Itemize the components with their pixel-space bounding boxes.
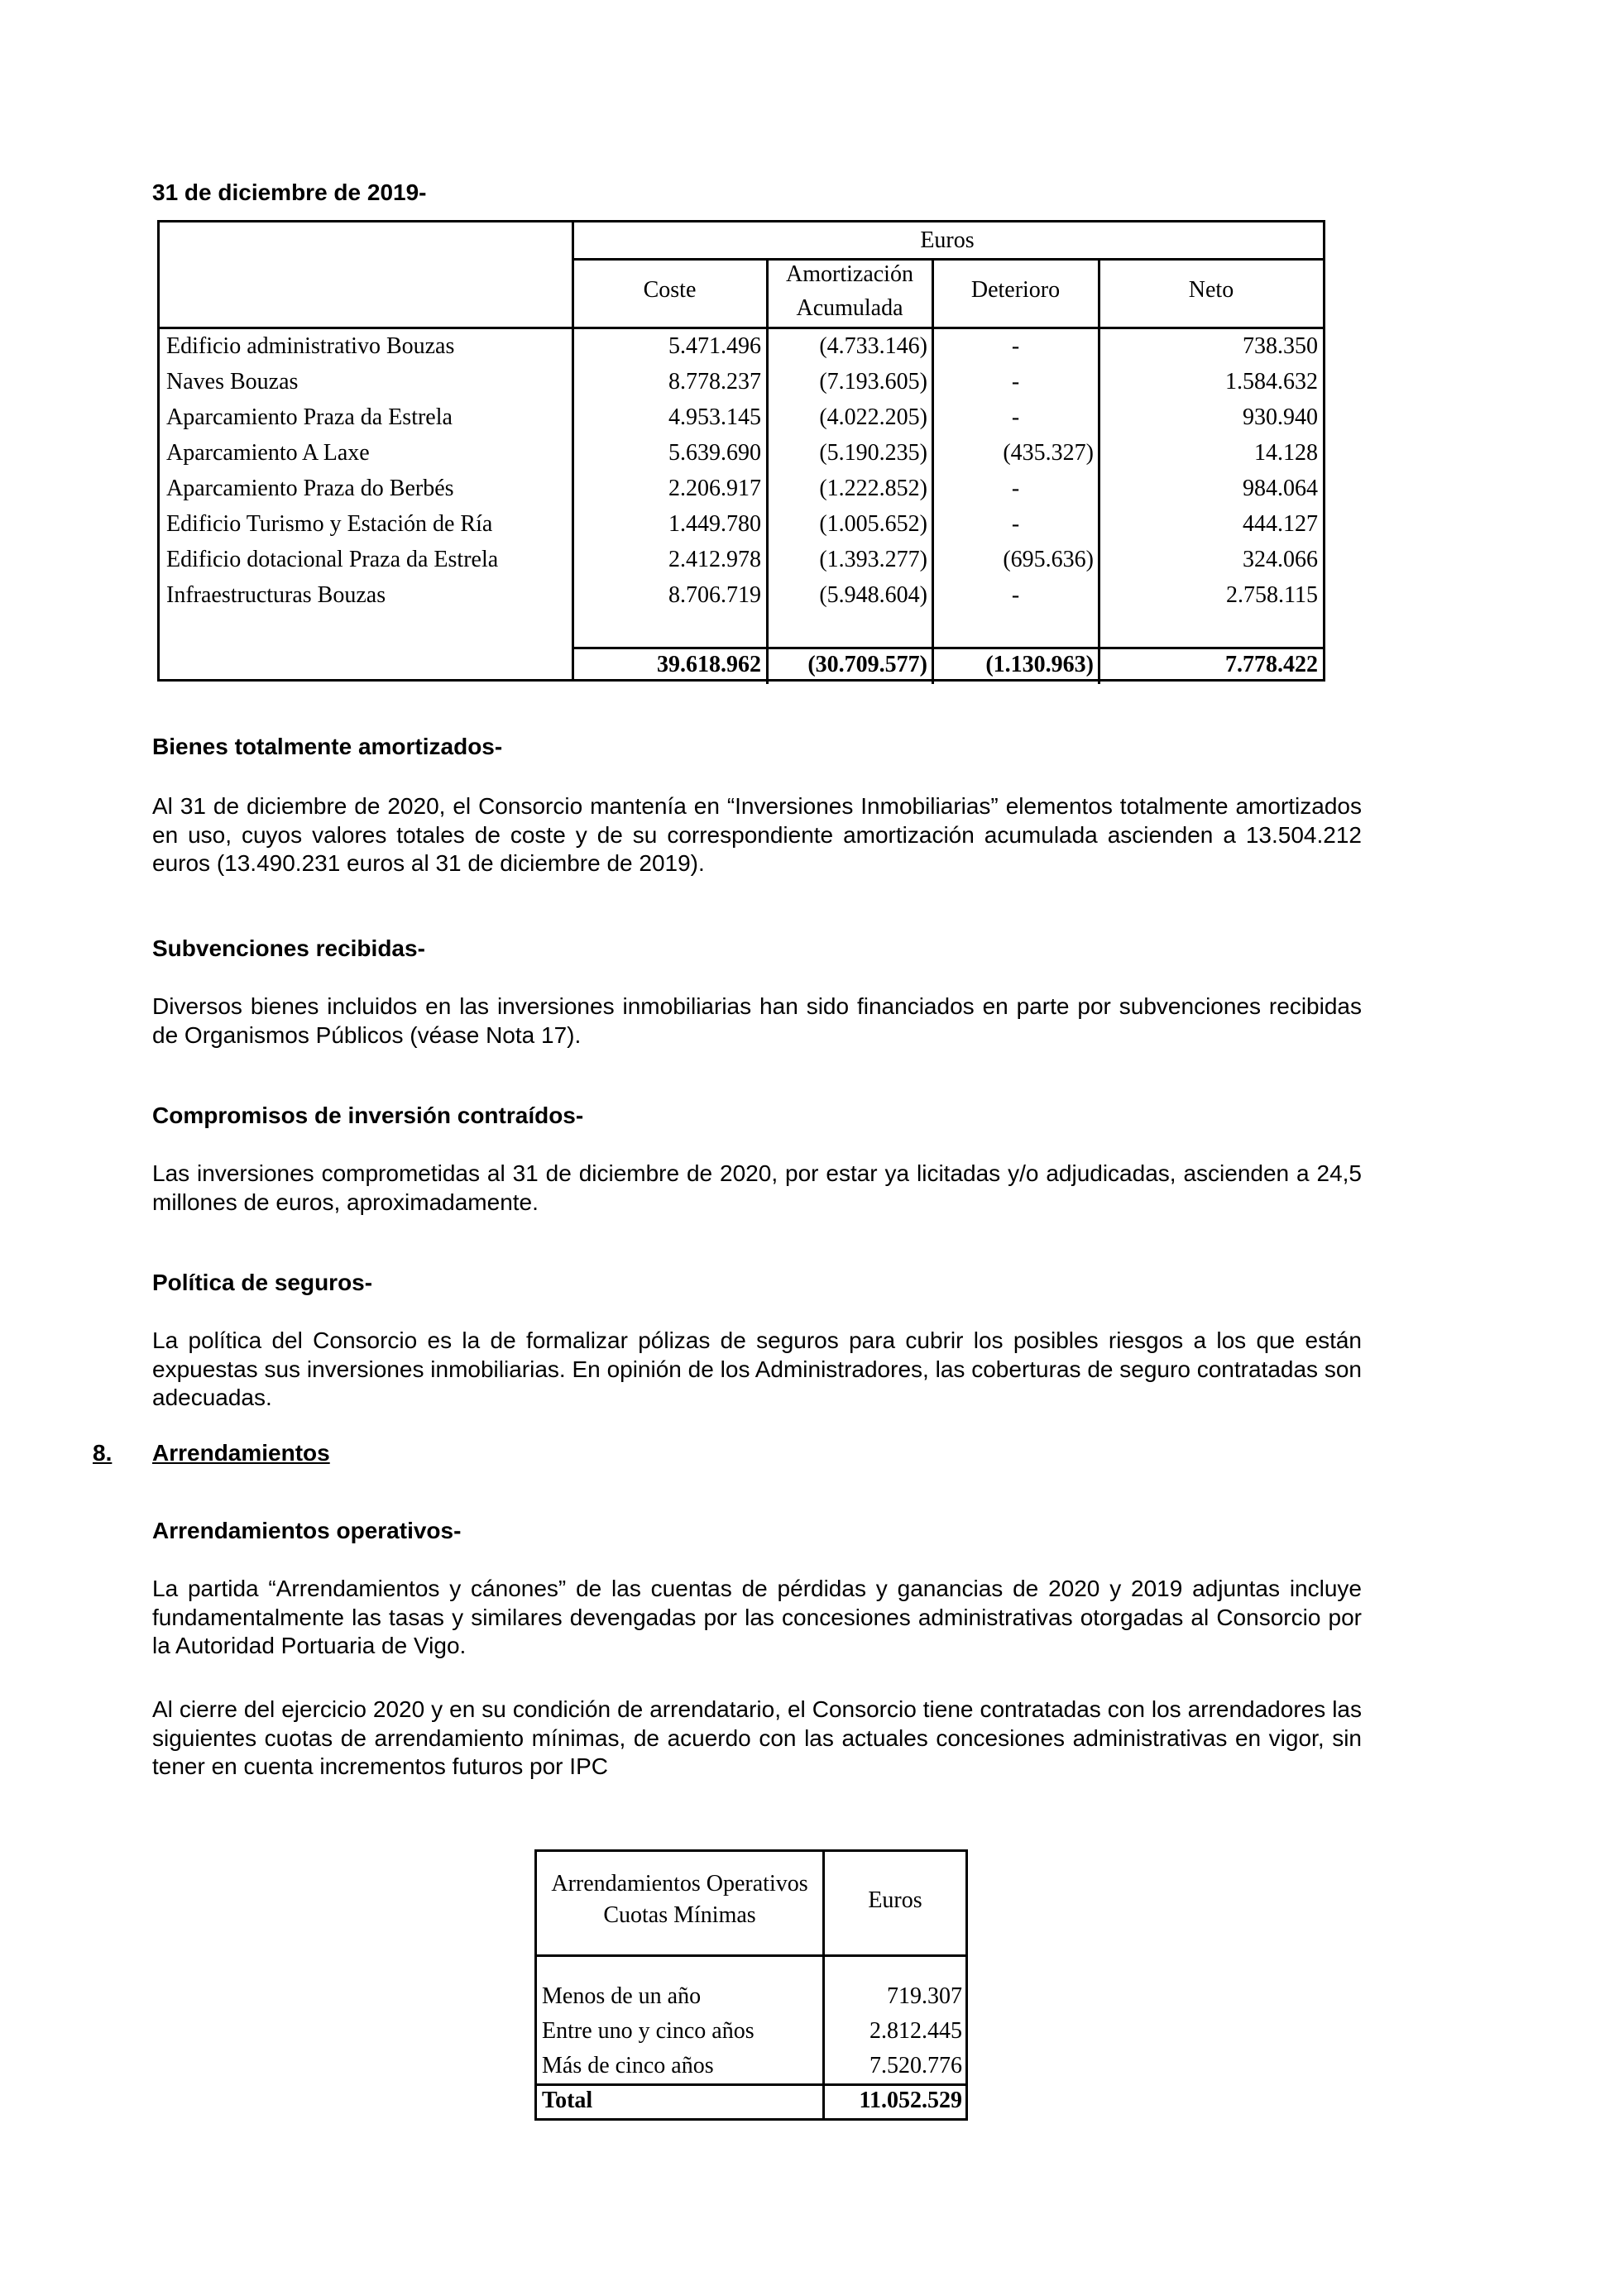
- row-label: Infraestructuras Bouzas: [166, 582, 386, 608]
- row-label: Más de cinco años: [542, 2053, 714, 2078]
- header-euros: Euros: [868, 1887, 922, 1913]
- cell-amortizacion: (4.733.146): [819, 333, 927, 359]
- cell-deterioro: (435.327): [1003, 440, 1094, 466]
- cell-amortizacion: (7.193.605): [819, 369, 927, 395]
- arrendamientos-operativos-heading: Arrendamientos operativos-: [152, 1518, 462, 1543]
- row-label: Naves Bouzas: [166, 369, 299, 395]
- cell-neto: 930.940: [1243, 404, 1318, 430]
- table-divider: [537, 1954, 965, 1957]
- cell-coste: 1.449.780: [668, 511, 761, 537]
- cell-coste: 5.471.496: [668, 333, 761, 359]
- politica-text: La política del Consorcio es la de formalizar pólizas de seguros para cubrir los posibles riesgos a los que están expuestas sus inversiones inmobiliarias. En opinión de los Administradores, las coberturas de seguro contratadas son adecuadas.: [152, 1327, 1362, 1410]
- arrendamientos-text-1: La partida “Arrendamientos y cánones” de las cuentas de pérdidas y ganancias de 2020 y 2019 adjuntas incluye fundamentalmente las tasas y similares devengadas por las concesiones administrativas otorgadas al Consorcio por la Autoridad Portuaria de Vigo.: [152, 1576, 1362, 1658]
- cell-neto: 1.584.632: [1225, 369, 1318, 395]
- row-value: 7.520.776: [869, 2053, 962, 2078]
- cell-coste: 5.639.690: [668, 440, 761, 466]
- cell-coste: 2.206.917: [668, 476, 761, 501]
- cell-neto: 444.127: [1243, 511, 1318, 537]
- total-coste: 39.618.962: [657, 652, 761, 677]
- cell-neto: 984.064: [1243, 476, 1318, 501]
- cell-coste: 2.412.978: [668, 547, 761, 572]
- header-arrendamientos-operativos: Arrendamientos Operativos: [551, 1871, 808, 1897]
- row-label: Menos de un año: [542, 1983, 702, 2009]
- row-label: Aparcamiento Praza da Estrela: [166, 404, 453, 430]
- cell-neto: 2.758.115: [1226, 582, 1318, 608]
- col-header-deterioro: Deterioro: [970, 277, 1061, 303]
- minimum-lease-payments-table: [534, 1849, 968, 2121]
- cell-neto: 14.128: [1254, 440, 1318, 466]
- cell-deterioro: -: [1011, 476, 1020, 501]
- section-title: 31 de diciembre de 2019-: [152, 179, 427, 205]
- cell-deterioro: (695.636): [1003, 547, 1094, 572]
- arrendamientos-text-2: Al cierre del ejercicio 2020 y en su condición de arrendatario, el Consorcio tiene contratadas con los arrendadores las siguientes cuotas de arrendamiento mínimas, de acuerdo con las actuales concesiones administrativas en vigor, sin tener en cuenta incrementos futuros por IPC: [152, 1696, 1362, 1779]
- total-value: 11.052.529: [859, 2088, 962, 2113]
- group-header-euros: Euros: [920, 227, 975, 253]
- bienes-heading: Bienes totalmente amortizados-: [152, 734, 503, 759]
- cell-amortizacion: (1.222.852): [819, 476, 927, 501]
- investment-table-2019: [157, 220, 1325, 682]
- row-label: Edificio Turismo y Estación de Ría: [166, 511, 493, 537]
- subvenciones-heading: Subvenciones recibidas-: [152, 935, 425, 961]
- cell-deterioro: -: [1011, 582, 1020, 608]
- cell-deterioro: -: [1011, 404, 1020, 430]
- cell-deterioro: -: [1011, 511, 1020, 537]
- cell-amortizacion: (4.022.205): [819, 404, 927, 430]
- row-value: 719.307: [887, 1983, 962, 2009]
- col-header-neto: Neto: [1188, 277, 1234, 303]
- subvenciones-text: Diversos bienes incluidos en las inversiones inmobiliarias han sido financiados en parte por subvenciones recibidas de Organismos Públicos (véase Nota 17).: [152, 993, 1362, 1048]
- col-header-acumulada: Acumulada: [796, 295, 903, 321]
- politica-heading: Política de seguros-: [152, 1270, 373, 1295]
- cell-neto: 738.350: [1243, 333, 1318, 359]
- table-divider: [572, 258, 1323, 261]
- section-number: 8.: [93, 1440, 113, 1466]
- row-value: 2.812.445: [869, 2018, 962, 2044]
- cell-amortizacion: (5.190.235): [819, 440, 927, 466]
- header-cuotas-minimas: Cuotas Mínimas: [603, 1902, 756, 1928]
- row-label: Aparcamiento A Laxe: [166, 440, 370, 466]
- cell-deterioro: -: [1011, 333, 1020, 359]
- row-label: Entre uno y cinco años: [542, 2018, 755, 2044]
- col-header-amortizacion: Amortización: [786, 261, 913, 287]
- col-header-coste: Coste: [643, 277, 697, 303]
- total-neto: 7.778.422: [1225, 652, 1318, 677]
- total-deterioro: (1.130.963): [985, 652, 1094, 677]
- cell-amortizacion: (1.005.652): [819, 511, 927, 537]
- row-label: Aparcamiento Praza do Berbés: [166, 476, 454, 501]
- section-title-arrendamientos: Arrendamientos: [152, 1440, 330, 1466]
- total-label: Total: [542, 2088, 593, 2113]
- compromisos-heading: Compromisos de inversión contraídos-: [152, 1103, 584, 1128]
- bienes-text: Al 31 de diciembre de 2020, el Consorcio mantenía en “Inversiones Inmobiliarias” elementos totalmente amortizados en uso, cuyos valores totales de coste y de su correspondiente amortización acumulada ascienden a 13.504.212 euros (13.490.231 euros al 31 de diciembre de 2019).: [152, 793, 1362, 876]
- cell-coste: 4.953.145: [668, 404, 761, 430]
- row-label: Edificio administrativo Bouzas: [166, 333, 455, 359]
- cell-neto: 324.066: [1243, 547, 1318, 572]
- cell-deterioro: -: [1011, 369, 1020, 395]
- cell-amortizacion: (1.393.277): [819, 547, 927, 572]
- cell-coste: 8.778.237: [668, 369, 761, 395]
- total-amortizacion: (30.709.577): [807, 652, 927, 677]
- row-label: Edificio dotacional Praza da Estrela: [166, 547, 499, 572]
- compromisos-text: Las inversiones comprometidas al 31 de diciembre de 2020, por estar ya licitadas y/o adjudicadas, ascienden a 24,5 millones de euros, aproximadamente.: [152, 1160, 1362, 1215]
- cell-amortizacion: (5.948.604): [819, 582, 927, 608]
- cell-coste: 8.706.719: [668, 582, 761, 608]
